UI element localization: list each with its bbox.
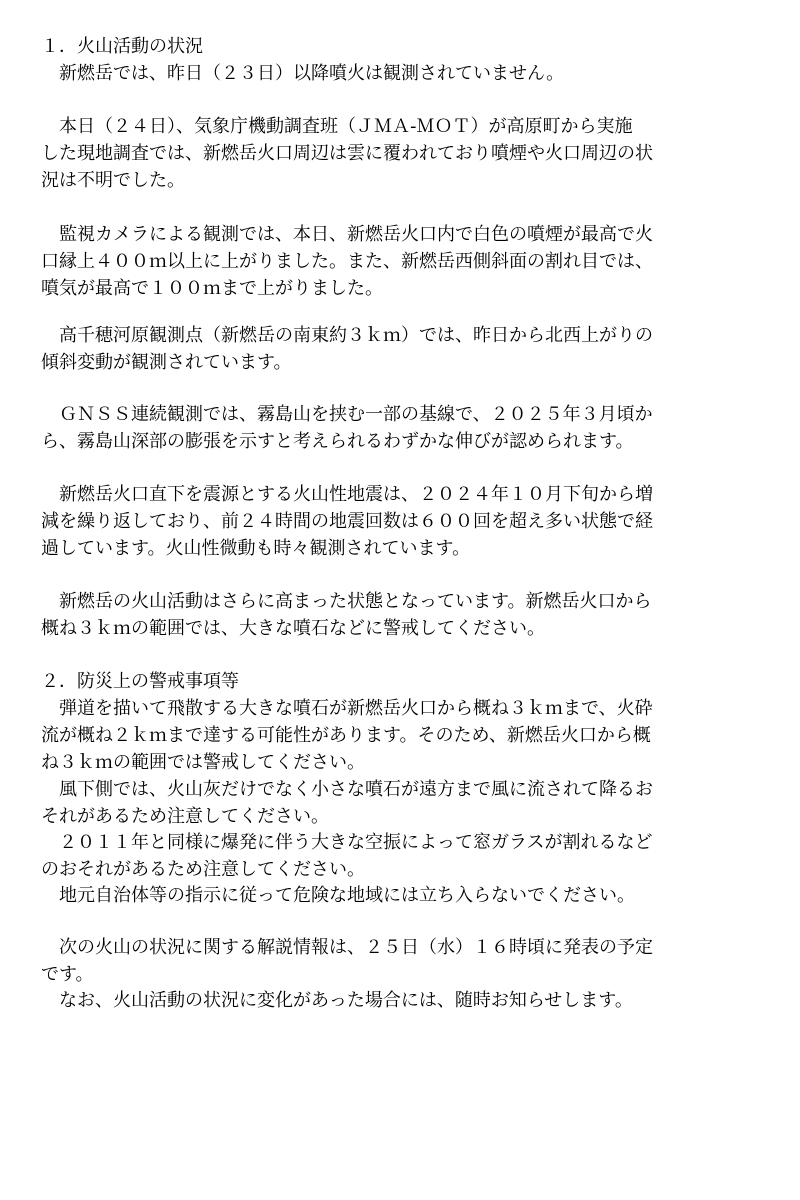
closing-p2-line-1: なお、火山活動の状況に変化があった場合には、随時お知らせします。 — [41, 990, 633, 1011]
s1-p7-line-1: 新燃岳の火山活動はさらに高まった状態となっています。新燃岳火口から — [41, 591, 652, 612]
s1-p2-line-1: 本日（２４日）、気象庁機動調査班（ＪＭＡ-ＭＯＴ）が高原町から実施 — [41, 116, 633, 137]
s2-p2-line-2: それがあるため注意してください。 — [41, 806, 329, 827]
closing-p1-line-2: です。 — [41, 964, 94, 985]
s1-p7-line-2: 概ね３ｋｍの範囲では、大きな噴石などに警戒してください。 — [41, 618, 545, 639]
s1-p6-line-3: 過しています。火山性微動も時々観測されています。 — [41, 538, 471, 559]
s1-p5-line-2: ら、霧島山深部の膨張を示すと考えられるわずかな伸びが認められます。 — [41, 431, 634, 452]
closing-p1-line-1: 次の火山の状況に関する解説情報は、２５日（水）１６時頃に発表の予定 — [41, 937, 653, 958]
section-2-heading: ２．防災上の警戒事項等 — [41, 671, 239, 692]
section-1-heading: １．火山活動の状況 — [41, 36, 203, 57]
s1-p3-line-2: 口縁上４００ｍ以上に上がりました。また、新燃岳西側斜面の割れ目では、 — [41, 251, 653, 272]
s1-p3-line-3: 噴気が最高で１００ｍまで上がりました。 — [41, 278, 383, 299]
s2-p2-line-1: 風下側では、火山灰だけでなく小さな噴石が遠方まで風に流されて降るお — [41, 779, 653, 800]
s1-p1-line-1: 新燃岳では、昨日（２３日）以降噴火は観測されていません。 — [41, 63, 565, 84]
s1-p4-line-1: 高千穂河原観測点（新燃岳の南東約３ｋｍ）では、昨日から北西上がりの — [41, 325, 653, 346]
s1-p6-line-2: 減を繰り返しており、前２４時間の地震回数は６００回を超え多い状態で経 — [41, 511, 653, 532]
s2-p1-line-2: 流が概ね２ｋｍまで達する可能性があります。そのため、新燃岳火口から概 — [41, 725, 651, 746]
s1-p6-line-1: 新燃岳火口直下を震源とする火山性地震は、２０２４年１０月下旬から増 — [41, 484, 653, 505]
s2-p1-line-1: 弾道を描いて飛散する大きな噴石が新燃岳火口から概ね３ｋｍまで、火砕 — [41, 698, 653, 719]
s1-p2-line-2: した現地調査では、新燃岳火口周辺は雲に覆われており噴煙や火口周辺の状 — [41, 143, 653, 164]
s1-p4-line-2: 傾斜変動が観測されています。 — [41, 352, 292, 373]
s1-p3-line-1: 監視カメラによる観測では、本日、新燃岳火口内で白色の噴煙が最高で火 — [41, 224, 653, 245]
s1-p2-line-3: 況は不明でした。 — [41, 170, 185, 191]
s2-p1-line-3: ね３ｋｍの範囲では警戒してください。 — [41, 752, 365, 773]
s2-p3-line-1: ２０１１年と同様に爆発に伴う大きな空振によって窓ガラスが割れるなど — [41, 832, 653, 853]
s1-p5-line-1: ＧＮＳＳ連続観測では、霧島山を挟む一部の基線で、２０２５年３月頃か — [41, 404, 653, 425]
s2-p3-line-2: のおそれがあるため注意してください。 — [41, 859, 365, 880]
s2-p4-line-1: 地元自治体等の指示に従って危険な地域には立ち入らないでください。 — [41, 885, 635, 906]
